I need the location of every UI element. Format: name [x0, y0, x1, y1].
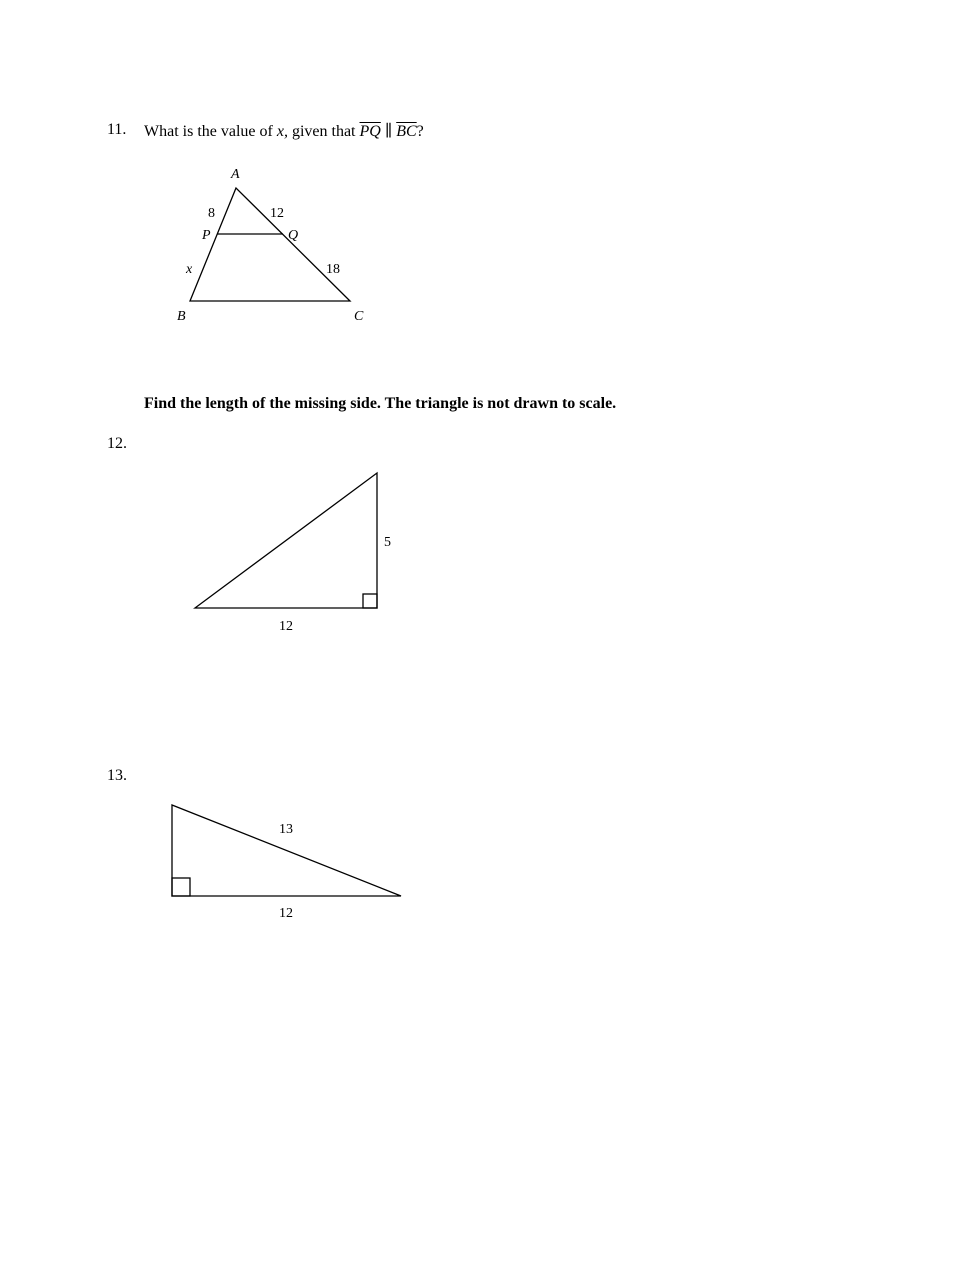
question-12-number: 12. [107, 435, 127, 452]
label-a: A [231, 167, 240, 182]
q13-right-triangle [172, 805, 401, 896]
segment-bc: $\overline{BC}$ [396, 123, 417, 140]
q12-side-bottom-label: 12 [279, 619, 293, 634]
q12-right-angle-marker [363, 594, 377, 608]
parallel-symbol: ∥ [384, 123, 393, 140]
triangle-abc [190, 188, 350, 301]
q13-triangle-figure [172, 805, 401, 921]
instruction-text: Find the length of the missing side. The triangle is not drawn to scale. [144, 395, 617, 412]
label-q: Q [288, 228, 299, 243]
q13-hypotenuse-label: 13 [279, 822, 293, 837]
q13-right-angle-marker [172, 878, 190, 896]
label-ap-length: 8 [208, 206, 215, 221]
label-b: B [177, 309, 186, 324]
q12-side-vertical-label: 5 [384, 535, 391, 550]
q11-variable: x, [276, 123, 288, 140]
label-qc-length: 18 [326, 262, 340, 277]
label-x: x [186, 262, 193, 277]
q11-triangle-figure [177, 167, 364, 324]
q12-triangle-figure [195, 473, 391, 634]
label-p: P [202, 228, 211, 243]
q11-text-end: ? [416, 123, 424, 140]
label-c: C [354, 309, 364, 324]
segment-pq: $\overline{PQ}$ [359, 123, 381, 140]
q11-text-before: What is the value of [144, 123, 277, 140]
q12-right-triangle [195, 473, 377, 608]
question-11-number: 11. [107, 121, 127, 138]
q13-side-bottom-label: 12 [279, 906, 293, 921]
q11-text-mid: given that [287, 123, 360, 140]
label-aq-length: 12 [270, 206, 284, 221]
question-13-number: 13. [107, 767, 127, 784]
